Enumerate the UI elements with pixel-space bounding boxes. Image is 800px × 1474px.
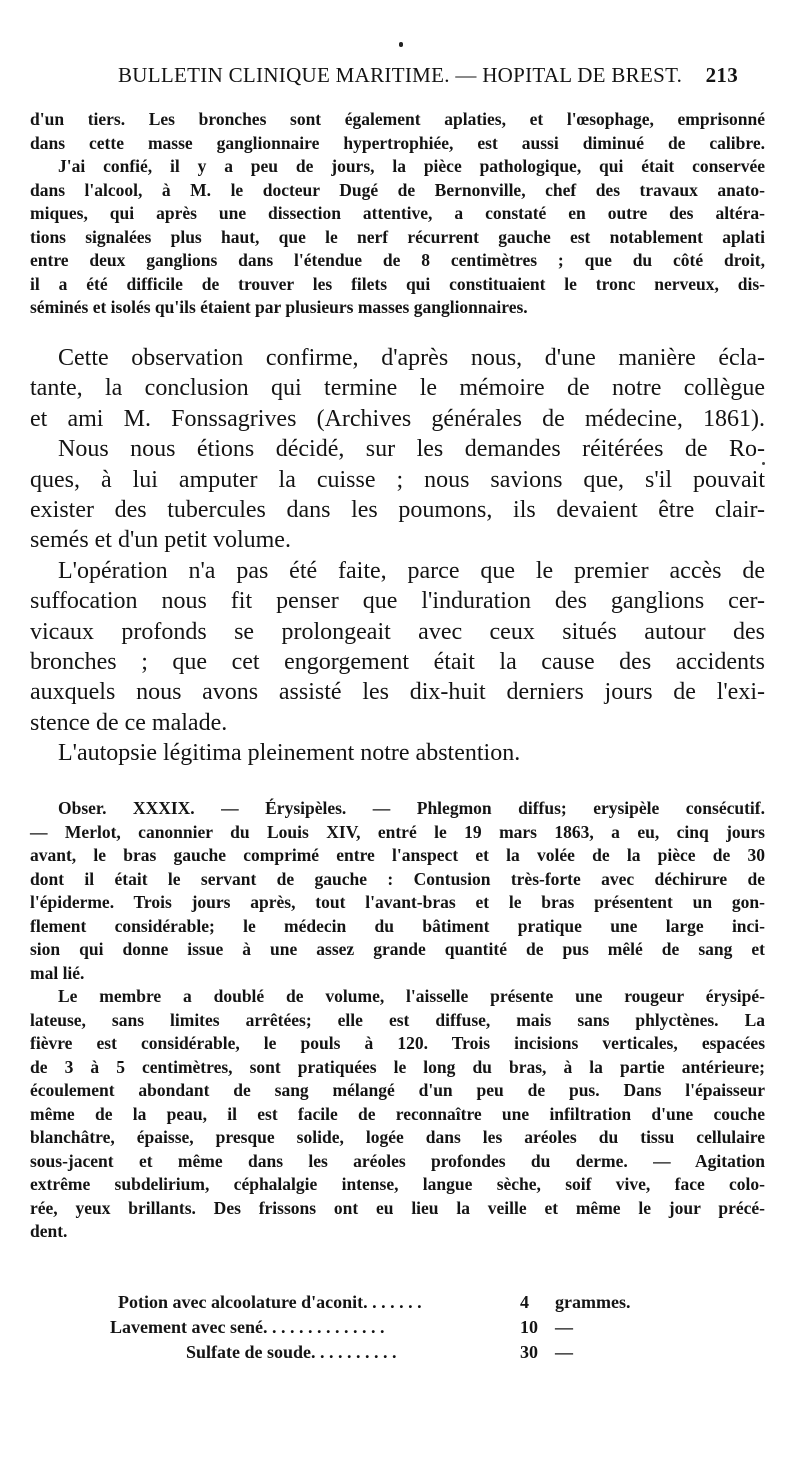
text-line: J'ai confié, il y a peu de jours, la pièce pathologique, qui était conservée [58,156,765,176]
text-line: miques, qui après une dissection attentive, a constaté en outre des altéra- [30,203,765,223]
text-line: dans l'alcool, à M. le docteur Dugé de Bernonville, chef des travaux anato- [30,179,765,200]
text-line: — Merlot, canonnier du Louis XIV, entré le 19 mars 1863, a eu, cinq jours [30,821,765,842]
prescription-unit: grammes. [555,1292,631,1312]
text-line: blanchâtre, épaisse, presque solide, logée dans les aréoles du tissu cellulaire [30,1127,765,1147]
text-line: stence de ce malade. [30,709,228,736]
text-line: d'un tiers. Les bronches sont également aplaties, et l'œsophage, emprisonné [30,109,765,129]
text-line: dans cette masse ganglionnaire hypertrophiée, est aussi diminué de calibre. [30,132,765,153]
observation-xxxix [30,797,765,1244]
text-line: auxquels nous avons assisté les dix-huit derniers jours de l'exi- [30,679,765,706]
text-line: bronches ; que cet engorgement était la cause des accidents [30,649,765,676]
text-line: tions signalées plus haut, que le nerf récurrent gauche est notablement aplati [30,226,765,247]
prescription-quantity: 30 [520,1342,538,1362]
text-line: L'opération n'a pas été faite, parce que le premier accès de [58,557,765,584]
prescription-list [110,1290,670,1365]
header-title: BULLETIN CLINIQUE MARITIME. — HOPITAL DE BREST. [118,63,683,87]
paragraph-autopsy-findings [30,108,765,320]
prescription-row [110,1290,670,1315]
text-line: Nous nous étions décidé, sur les demandes réitérées de Ro- [58,436,765,463]
ink-speck [762,462,765,465]
text-line: semés et d'un petit volume. [30,527,291,554]
text-line: ques, à lui amputer la cuisse ; nous savions que, s'il pouvait [30,466,765,493]
prescription-unit: — [555,1342,573,1362]
prescription-unit: — [555,1317,573,1337]
text-line: séminés et isolés qu'ils étaient par plusieurs masses ganglionnaires. [30,297,528,317]
ink-dot [399,42,403,47]
prescription-item: Lavement avec sené. . . . . . . . . . . . . . [110,1317,385,1337]
text-line: dont il était le servant de gauche : Contusion très-forte avec déchirure de [30,868,765,889]
prescription-item: Potion avec alcoolature d'aconit. . . . . . . [118,1292,422,1312]
text-line: flement considérable; le médecin du bâtiment pratique une large inci- [30,915,765,936]
text-line: et ami M. Fonssagrives (Archives générales de médecine, 1861). [30,405,765,432]
prescription-row [110,1340,670,1365]
running-header [118,63,738,89]
text-line: L'autopsie légitima pleinement notre abstention. [58,740,521,767]
text-line: dent. [30,1221,68,1241]
text-line: extrême subdelirium, céphalalgie intense, langue sèche, soif vive, face colo- [30,1174,765,1194]
text-line: vicaux profonds se prolongeait avec ceux situés autour des [30,618,765,645]
text-line: suffocation nous fit penser que l'induration des ganglions cer- [30,588,765,615]
text-line: Le membre a doublé de volume, l'aisselle présente une rougeur érysipé- [58,986,765,1006]
text-line: fièvre est considérable, le pouls à 120. Trois incisions verticales, espacées [30,1033,765,1053]
text-line: tante, la conclusion qui termine le mémoire de notre collègue [30,375,765,402]
prescription-quantity: 10 [520,1317,538,1337]
text-line: rée, yeux brillants. Des frissons ont eu lieu la veille et même le jour précé- [30,1197,765,1218]
prescription-row [110,1315,670,1340]
text-line: même de la peau, il est facile de reconnaître une infiltration d'une couche [30,1103,765,1124]
prescription-quantity: 4 [520,1292,529,1312]
observation-heading: Obser. XXXIX. — Érysipèles. — Phlegmon diffus; erysipèle consécutif. [58,798,765,818]
text-line: il a été difficile de trouver les filets qui constituaient le tronc nerveux, dis- [30,273,765,294]
prescription-item: Sulfate de soude. . . . . . . . . . [186,1342,397,1362]
text-line: Cette observation confirme, d'après nous, d'une manière écla- [58,345,765,371]
text-line: avant, le bras gauche comprimé entre l'anspect et la volée de la pièce de 30 [30,845,765,865]
text-line: écoulement abondant de sang mélangé d'un peu de pus. Dans l'épaisseur [30,1080,765,1100]
text-line: l'épiderme. Trois jours après, tout l'avant-bras et le bras présentent un gon- [30,892,765,912]
text-line: entre deux ganglions dans l'étendue de 8 centimètres ; que du côté droit, [30,250,765,270]
text-line: sion qui donne issue à une assez grande quantité de pus mêlé de sang et [30,939,765,959]
text-line: mal lié. [30,962,85,983]
text-line: sous-jacent et même dans les aréoles profondes du derme. — Agitation [30,1150,765,1171]
text-line: exister des tubercules dans les poumons, ils devaient être clair- [30,497,765,524]
paragraph-commentary [30,343,765,769]
text-line: de 3 à 5 centimètres, sont pratiquées le long du bras, à la partie antérieure; [30,1056,765,1077]
text-line: lateuse, sans limites arrêtées; elle est diffuse, mais sans phlyctènes. La [30,1009,765,1030]
page-number: 213 [705,63,738,87]
